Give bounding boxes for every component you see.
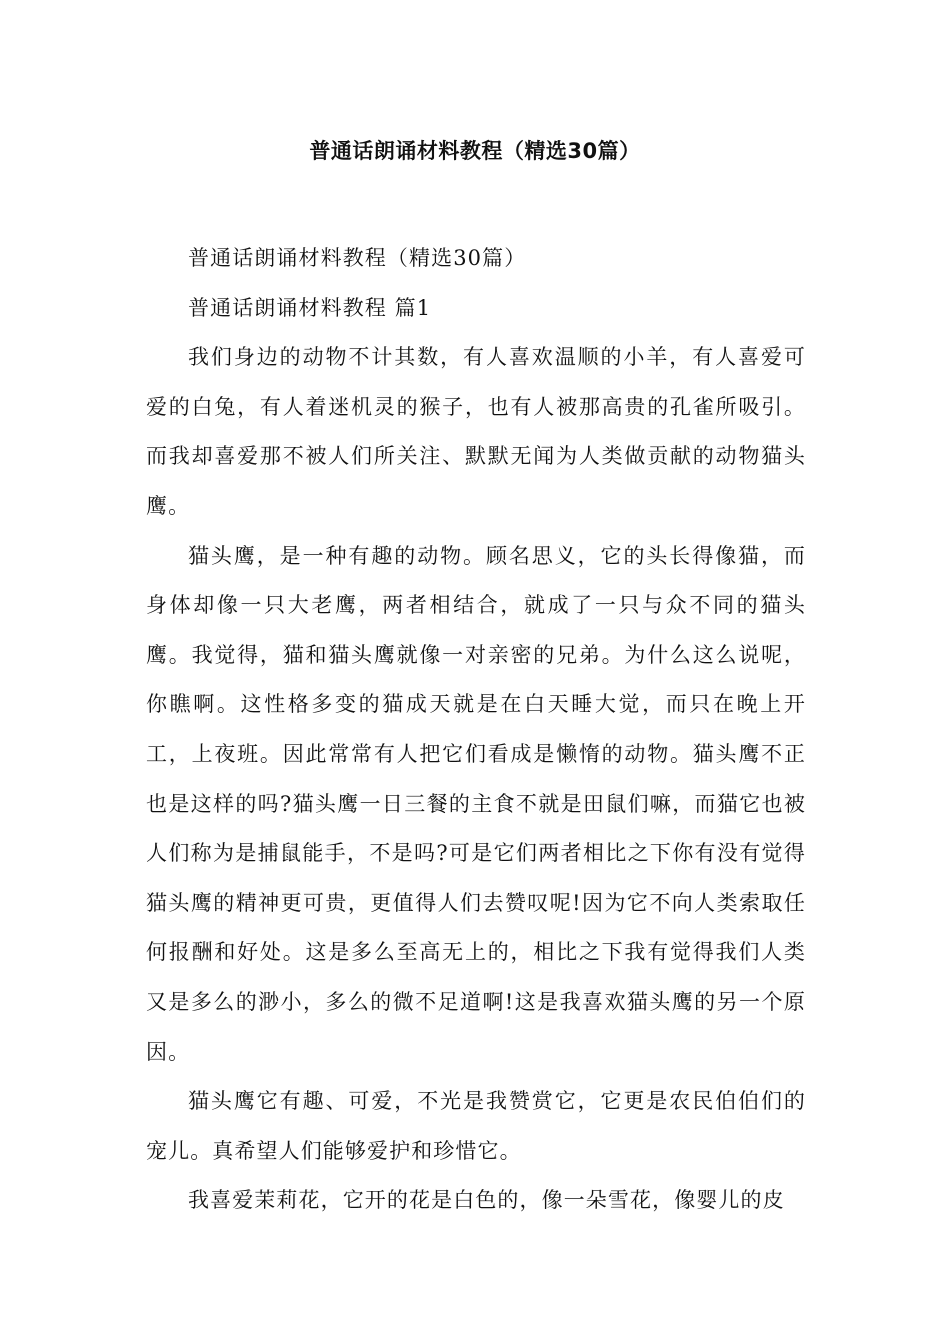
section-heading: 普通话朗诵材料教程 篇1 <box>188 295 432 320</box>
body-paragraph: 我们身边的动物不计其数，有人喜欢温顺的小羊，有人喜爱可爱的白兔，有人着迷机灵的猴子，也有人被那高贵的孔雀所吸引。而我却喜爱那不被人们所关注、默默无闻为人类做贡献的动物猫头鹰。 <box>146 345 806 518</box>
subtitle-paragraph: 普通话朗诵材料教程（精选30篇） <box>188 246 527 270</box>
document-body <box>146 234 806 1226</box>
document-title: 普通话朗诵材料教程（精选30篇） <box>309 139 641 163</box>
body-paragraph: 猫头鹰它有趣、可爱，不光是我赞赏它，它更是农民伯伯们的宠儿。真希望人们能够爱护和珍惜它。 <box>146 1089 806 1163</box>
body-paragraph: 我喜爱茉莉花，它开的花是白色的，像一朵雪花，像婴儿的皮 <box>188 1188 785 1213</box>
body-paragraph: 猫头鹰，是一种有趣的动物。顾名思义，它的头长得像猫，而身体却像一只大老鹰，两者相结合，就成了一只与众不同的猫头鹰。我觉得，猫和猫头鹰就像一对亲密的兄弟。为什么这么说呢，你瞧啊。这性格多变的猫成天就是在白天睡大觉，而只在晚上开工，上夜班。因此常常有人把它们看成是懒惰的动物。猫头鹰不正也是这样的吗?猫头鹰一日三餐的主食不就是田鼠们嘛，而猫它也被人们称为是捕鼠能手，不是吗?可是它们两者相比之下你有没有觉得猫头鹰的精神更可贵，更值得人们去赞叹呢!因为它不向人类索取任何报酬和好处。这是多么至高无上的，相比之下我有觉得我们人类又是多么的渺小，多么的微不足道啊!这是我喜欢猫头鹰的另一个原因。 <box>146 543 806 1064</box>
